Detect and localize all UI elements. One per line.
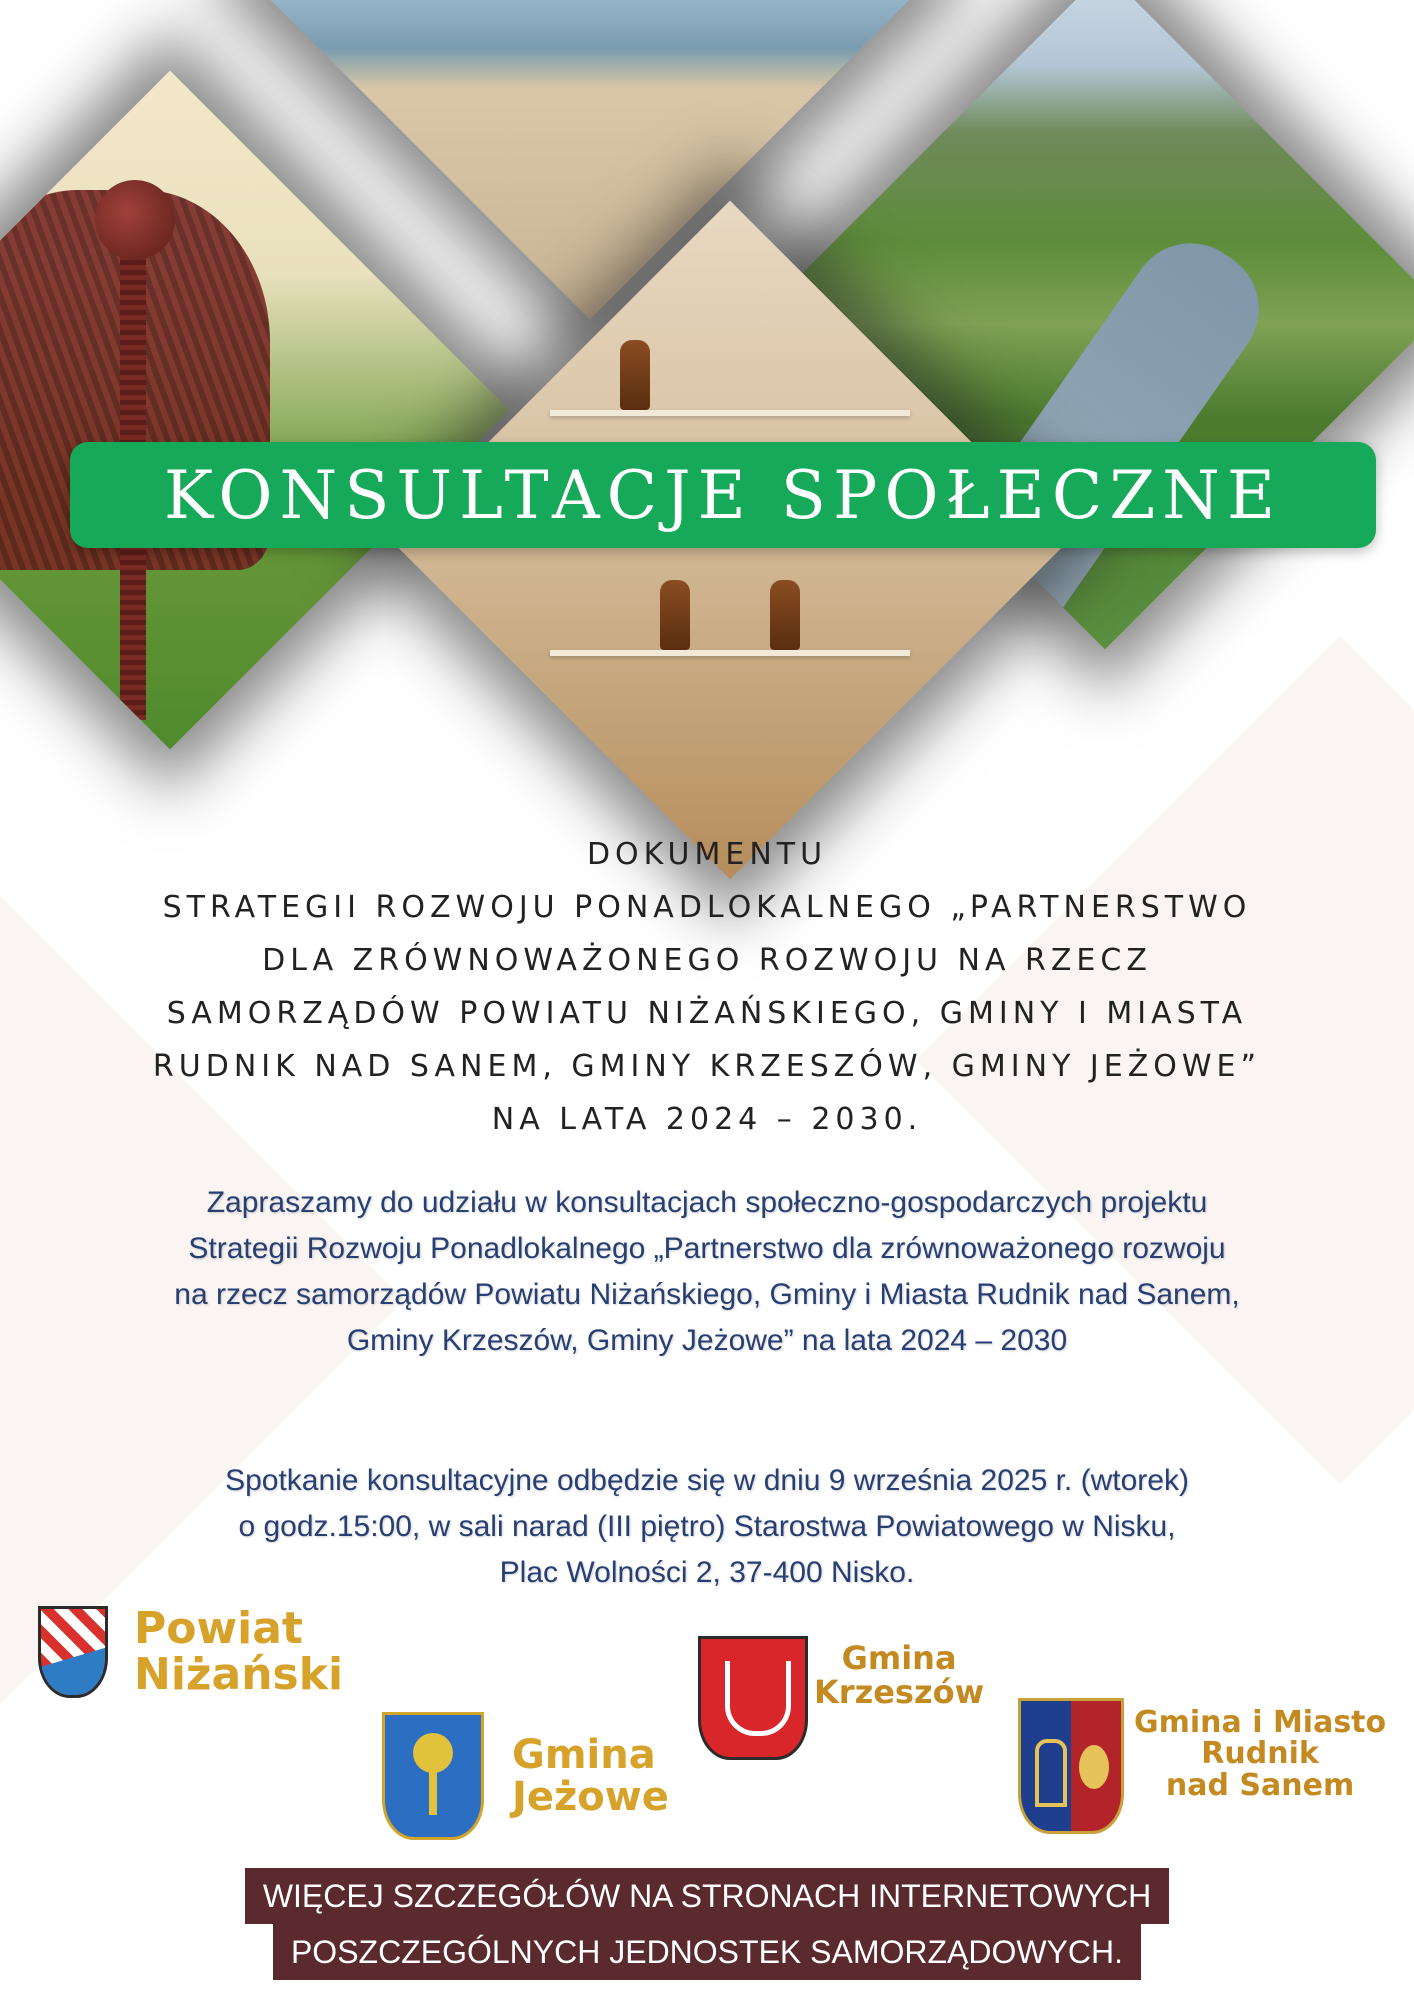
- meeting-paragraph: [30, 1458, 1384, 1596]
- gmina-jezowe-logo: [382, 1712, 669, 1840]
- jezowe-logo-text: [512, 1734, 669, 1818]
- logo-text-line: Gmina: [512, 1732, 656, 1778]
- rudnik-coat-of-arms-icon: [1018, 1698, 1124, 1834]
- page-title: KONSULTACJE SPOŁECZNE: [163, 456, 1283, 534]
- document-heading-line: DOKUMENTU: [586, 837, 828, 872]
- powiat-nizanski-logo: [38, 1603, 344, 1701]
- wicker-sculpture-photo: [0, 71, 509, 750]
- document-heading-line: NA LATA 2024 – 2030.: [491, 1102, 923, 1137]
- jezowe-coat-of-arms-icon: [382, 1712, 484, 1840]
- gmina-rudnik-logo: [1018, 1698, 1386, 1834]
- logo-text-line: Niżański: [134, 1649, 344, 1701]
- document-heading-line: SAMORZĄDÓW POWIATU NIŻAŃSKIEGO, GMINY I MIASTA: [166, 996, 1248, 1031]
- title-banner: [70, 442, 1376, 548]
- document-heading-line: STRATEGII ROZWOJU PONADLOKALNEGO „PARTNERSTWO: [162, 890, 1252, 925]
- krzeszow-logo-text: [814, 1639, 985, 1711]
- invitation-line: Gminy Krzeszów, Gminy Jeżowe” na lata 2024 – 2030: [346, 1324, 1068, 1357]
- logo-text-line: nad Sanem: [1165, 1767, 1355, 1803]
- logo-text-line: Powiat: [134, 1603, 303, 1654]
- krzeszow-coat-of-arms-icon: [698, 1636, 808, 1760]
- logo-text-line: Gmina: [841, 1639, 957, 1678]
- logo-text-line: Rudnik: [1201, 1736, 1319, 1772]
- meeting-line: Plac Wolności 2, 37-400 Nisko.: [499, 1556, 915, 1589]
- meeting-line: Spotkanie konsultacyjne odbędzie się w dniu 9 września 2025 r. (wtorek): [225, 1464, 1189, 1497]
- footer-banner: [248, 1868, 1166, 1980]
- logo-text-line: Jeżowe: [512, 1774, 669, 1820]
- logo-text-line: Krzeszów: [814, 1673, 985, 1711]
- gmina-krzeszow-logo: [698, 1636, 984, 1760]
- invitation-line: na rzecz samorządów Powiatu Niżańskiego, Gminy i Miasta Rudnik nad Sanem,: [174, 1278, 1240, 1311]
- document-heading: [40, 828, 1374, 1146]
- rudnik-logo-text: [1134, 1704, 1387, 1803]
- invitation-line: Strategii Rozwoju Ponadlokalnego „Partnerstwo dla zrównoważonego rozwoju: [188, 1232, 1226, 1265]
- powiat-logo-text: [134, 1603, 344, 1701]
- invitation-paragraph: [30, 1180, 1384, 1364]
- logo-text-line: Gmina i Miasto: [1134, 1704, 1387, 1740]
- footer-line: POSZCZEGÓLNYCH JEDNOSTEK SAMORZĄDOWYCH.: [273, 1924, 1141, 1980]
- meeting-line: o godz.15:00, w sali narad (III piętro) Starostwa Powiatowego w Nisku,: [238, 1510, 1176, 1543]
- document-heading-line: DLA ZRÓWNOWAŻONEGO ROZWOJU NA RZECZ: [262, 943, 1152, 978]
- document-heading-line: RUDNIK NAD SANEM, GMINY KRZESZÓW, GMINY JEŻOWE”: [152, 1049, 1262, 1084]
- footer-line: WIĘCEJ SZCZEGÓŁÓW NA STRONACH INTERNETOWYCH: [245, 1868, 1169, 1924]
- powiat-coat-of-arms-icon: [38, 1606, 108, 1698]
- invitation-line: Zapraszamy do udziału w konsultacjach społeczno-gospodarczych projektu: [206, 1186, 1208, 1219]
